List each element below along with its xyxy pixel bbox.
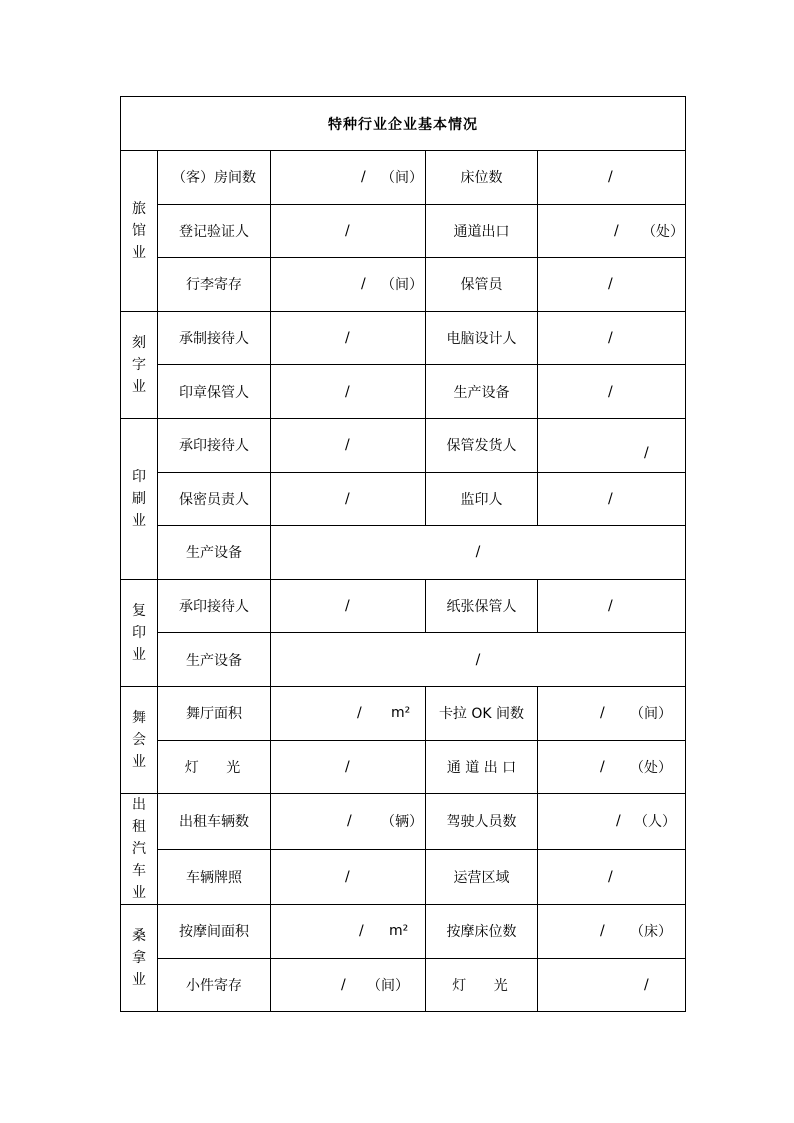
industry-char: 舞 [132,710,146,727]
unit-vehicle: （辆） [381,814,423,831]
unit-sqm: m² [389,923,409,940]
value-print-equipment[interactable] [271,526,686,580]
industry-char: 旅 [132,200,146,217]
slash: / [608,383,613,400]
value-karaoke[interactable] [538,686,686,740]
unit-person: （人） [634,814,676,831]
label-dispatcher: 保管发货人 [426,418,538,472]
value-dance-exits[interactable] [538,740,686,794]
industry-char: 刷 [132,490,146,507]
industry-char: 租 [132,819,146,836]
slash: / [608,330,613,347]
slash: / [345,490,350,507]
value-registrar[interactable] [271,204,426,258]
unit-room: （间） [381,277,423,294]
slash: / [345,222,350,239]
table-title: 特种行业企业基本情况 [121,97,686,151]
industry-char: 会 [132,732,146,749]
value-room-count[interactable] [271,151,426,205]
slash: / [361,169,366,186]
label-hall-area: 舞厅面积 [158,686,271,740]
label-massage-beds: 按摩床位数 [426,905,538,959]
industry-char: 车 [132,863,146,880]
label-supervisor: 监印人 [426,472,538,526]
label-sauna-lighting: 灯 光 [426,958,538,1012]
industry-char: 业 [132,646,146,663]
slash: / [475,544,481,561]
unit-room: （间） [367,978,409,995]
value-designer[interactable] [538,311,686,365]
industry-hotel [121,151,158,312]
value-storage[interactable] [271,958,426,1012]
label-storage: 小件寄存 [158,958,271,1012]
unit-sqm: m² [391,705,411,722]
industry-printing [121,418,158,579]
slash: / [644,445,649,462]
industry-char: 刻 [132,334,146,351]
label-drivers: 驾驶人员数 [426,794,538,850]
industry-char: 业 [132,244,146,261]
slash: / [600,705,605,722]
label-seal-keeper: 印章保管人 [158,365,271,419]
label-luggage: 行李寄存 [158,258,271,312]
label-plate: 车辆牌照 [158,849,271,905]
slash: / [345,437,350,454]
label-room-count: （客）房间数 [158,151,271,205]
slash: / [608,276,613,293]
value-bed-count[interactable] [538,151,686,205]
slash: / [600,758,605,775]
label-taxi-count: 出租车辆数 [158,794,271,850]
label-copy-receiver: 承印接待人 [158,579,271,633]
unit-bed: （床） [630,924,672,941]
value-copy-equipment[interactable] [271,633,686,687]
industry-char: 业 [132,512,146,529]
value-supervisor[interactable] [538,472,686,526]
industry-char: 印 [132,468,146,485]
industry-char: 出 [132,797,146,814]
label-paper-keeper: 纸张保管人 [426,579,538,633]
value-area[interactable] [538,849,686,905]
industry-copying [121,579,158,686]
slash: / [341,977,346,994]
industry-char: 业 [132,378,146,395]
slash: / [361,276,366,293]
label-security: 保密员责人 [158,472,271,526]
value-copy-receiver[interactable] [271,579,426,633]
slash: / [475,651,481,668]
unit-room: （间） [381,170,423,187]
label-exits: 通道出口 [426,204,538,258]
slash: / [614,222,619,239]
value-massage-area[interactable] [271,905,426,959]
slash: / [359,923,364,940]
industry-char: 字 [132,356,146,373]
value-sauna-lighting[interactable] [538,958,686,1012]
slash: / [347,813,352,830]
value-seal-keeper[interactable] [271,365,426,419]
slash: / [600,923,605,940]
value-massage-beds[interactable] [538,905,686,959]
label-print-equipment: 生产设备 [158,526,271,580]
value-receiver[interactable] [271,311,426,365]
unit-place: （处） [630,759,672,776]
label-receiver: 承制接待人 [158,311,271,365]
value-keeper[interactable] [538,258,686,312]
value-plate[interactable] [271,849,426,905]
industry-char: 印 [132,624,146,641]
value-exits[interactable] [538,204,686,258]
industry-char: 业 [132,972,146,989]
label-print-receiver: 承印接待人 [158,418,271,472]
slash: / [345,383,350,400]
slash: / [608,169,613,186]
label-dance-exits: 通 道 出 口 [426,740,538,794]
value-paper-keeper[interactable] [538,579,686,633]
industry-char: 业 [132,754,146,771]
slash: / [357,705,362,722]
industry-char: 拿 [132,950,146,967]
industry-char: 馆 [132,222,146,239]
slash: / [616,813,621,830]
value-security[interactable] [271,472,426,526]
unit-place: （处） [642,223,684,240]
label-registrar: 登记验证人 [158,204,271,258]
unit-room: （间） [630,706,672,723]
label-karaoke: 卡拉 OK 间数 [426,686,538,740]
value-equipment[interactable] [538,365,686,419]
label-area: 运营区域 [426,849,538,905]
industry-char: 复 [132,602,146,619]
slash: / [644,977,649,994]
value-dispatcher[interactable] [538,418,686,472]
value-taxi-count[interactable] [271,794,426,850]
slash: / [345,758,350,775]
value-drivers[interactable] [538,794,686,850]
slash: / [608,868,613,885]
industry-char: 汽 [132,841,146,858]
slash: / [608,490,613,507]
enterprise-info-table [120,96,686,1012]
slash: / [345,330,350,347]
slash: / [608,598,613,615]
slash: / [345,598,350,615]
value-hall-area[interactable] [271,686,426,740]
industry-engraving [121,311,158,418]
label-equipment: 生产设备 [426,365,538,419]
label-bed-count: 床位数 [426,151,538,205]
label-massage-area: 按摩间面积 [158,905,271,959]
value-dance-lighting[interactable] [271,740,426,794]
slash: / [345,868,350,885]
label-keeper: 保管员 [426,258,538,312]
label-copy-equipment: 生产设备 [158,633,271,687]
label-designer: 电脑设计人 [426,311,538,365]
industry-char: 业 [132,885,146,902]
label-dance-lighting: 灯 光 [158,740,271,794]
industry-taxi [121,794,158,905]
industry-dance [121,686,158,793]
value-luggage[interactable] [271,258,426,312]
industry-char: 桑 [132,928,146,945]
value-print-receiver[interactable] [271,418,426,472]
industry-sauna [121,905,158,1012]
